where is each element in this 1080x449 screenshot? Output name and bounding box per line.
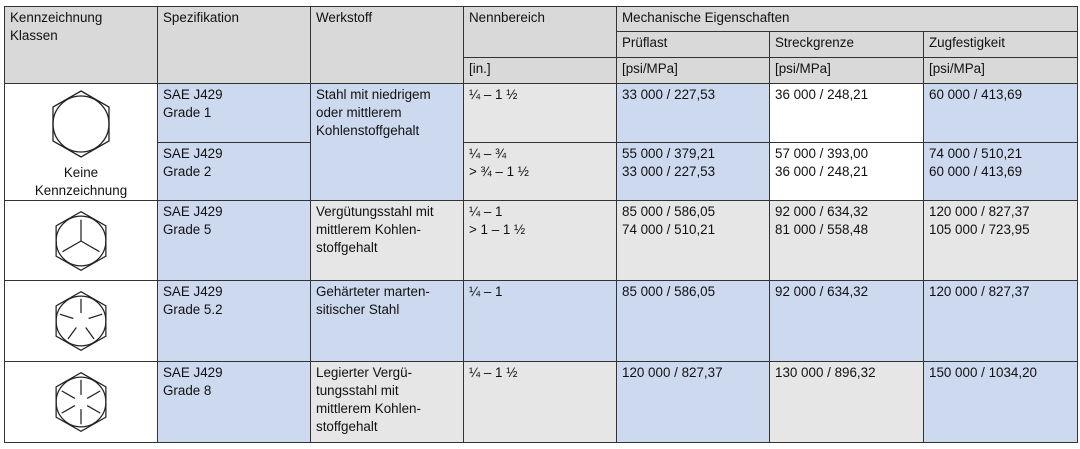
prueflast-cell bbox=[617, 201, 770, 281]
werkstoff-cell bbox=[311, 201, 464, 281]
range-cell bbox=[464, 201, 617, 281]
zugfestigkeit-value: 60 000 / 413,69 bbox=[929, 87, 1023, 102]
header-streckgrenze bbox=[770, 32, 924, 58]
streckgrenze-value: 130 000 / 896,32 bbox=[775, 365, 876, 380]
werkstoff-line: Stahl mit niedrigem bbox=[316, 87, 431, 102]
werkstoff-line: stoffgehalt bbox=[316, 240, 378, 255]
range-cell bbox=[464, 362, 617, 443]
range-line: ¼ – 1 bbox=[469, 204, 503, 219]
prueflast-value: 85 000 / 586,05 bbox=[622, 284, 716, 299]
range-cell bbox=[464, 281, 617, 362]
zugfestigkeit-cell bbox=[924, 84, 1078, 143]
werkstoff-cell bbox=[311, 84, 464, 201]
werkstoff-line: mittlerem Kohlen- bbox=[316, 222, 421, 237]
prueflast-value: 74 000 / 510,21 bbox=[622, 222, 716, 237]
range-line: > 1 – 1 ½ bbox=[469, 222, 526, 237]
header-spezifikation-label: Spezifikation bbox=[163, 10, 239, 25]
header-row-1 bbox=[5, 7, 1078, 32]
header-werkstoff-label: Werkstoff bbox=[316, 10, 373, 25]
streckgrenze-value: 36 000 / 248,21 bbox=[775, 87, 869, 102]
grade-line: Grade 8 bbox=[163, 383, 212, 398]
spec-line: SAE J429 bbox=[163, 87, 223, 102]
spec-line: SAE J429 bbox=[163, 365, 223, 380]
streckgrenze-value: 57 000 / 393,00 bbox=[775, 146, 869, 161]
werkstoff-cell bbox=[311, 362, 464, 443]
table-row-grade-2 bbox=[5, 143, 1078, 201]
spec-cell bbox=[158, 143, 311, 201]
prueflast-cell bbox=[617, 362, 770, 443]
streckgrenze-cell bbox=[770, 362, 924, 443]
header-kennzeichnung-line1: Kennzeichnung bbox=[10, 10, 103, 25]
table-row-grade-1 bbox=[5, 84, 1078, 143]
hex-six-lines-icon bbox=[49, 370, 113, 434]
grade-line: Grade 5.2 bbox=[163, 302, 223, 317]
mark-label-line1: Keine bbox=[63, 165, 99, 180]
hex-no-mark-icon bbox=[45, 88, 117, 160]
header-kennzeichnung bbox=[5, 7, 158, 84]
hex-five-lines-icon bbox=[49, 289, 113, 353]
table-row-grade-8 bbox=[5, 362, 1078, 443]
header-nennbereich-unit bbox=[464, 58, 617, 84]
range-line: ¼ – 1 ½ bbox=[469, 87, 518, 102]
streckgrenze-cell bbox=[770, 201, 924, 281]
prueflast-value: 33 000 / 227,53 bbox=[622, 164, 716, 179]
prueflast-cell bbox=[617, 84, 770, 143]
header-kennzeichnung-line2: Klassen bbox=[10, 28, 58, 43]
header-zugfestigkeit bbox=[924, 32, 1078, 58]
streckgrenze-cell bbox=[770, 143, 924, 201]
grade-line: Grade 2 bbox=[163, 164, 212, 179]
range-line: ¼ – 1 ½ bbox=[469, 365, 518, 380]
spec-cell bbox=[158, 281, 311, 362]
mark-label-line2: Kennzeichnung bbox=[34, 183, 128, 198]
header-prueflast-unit bbox=[617, 58, 770, 84]
streckgrenze-cell bbox=[770, 281, 924, 362]
spec-cell bbox=[158, 84, 311, 143]
hex-three-lines-icon bbox=[49, 209, 113, 273]
streckgrenze-value: 92 000 / 634,32 bbox=[775, 204, 869, 219]
unit-psi-mpa: [psi/MPa] bbox=[775, 61, 831, 76]
prueflast-value: 85 000 / 586,05 bbox=[622, 204, 716, 219]
zugfestigkeit-value: 105 000 / 723,95 bbox=[929, 222, 1030, 237]
prueflast-cell bbox=[617, 143, 770, 201]
streckgrenze-value: 81 000 / 558,48 bbox=[775, 222, 869, 237]
unit-psi-mpa: [psi/MPa] bbox=[929, 61, 985, 76]
zugfestigkeit-cell bbox=[924, 143, 1078, 201]
spec-cell bbox=[158, 201, 311, 281]
prueflast-value: 33 000 / 227,53 bbox=[622, 87, 716, 102]
header-nennbereich-label: Nennbereich bbox=[469, 10, 545, 25]
mark-cell-three-lines bbox=[5, 201, 158, 281]
werkstoff-cell bbox=[311, 281, 464, 362]
grade-line: Grade 5 bbox=[163, 222, 212, 237]
mark-cell-six-lines bbox=[5, 362, 158, 443]
zugfestigkeit-value: 150 000 / 1034,20 bbox=[929, 365, 1037, 380]
spec-line: SAE J429 bbox=[163, 204, 223, 219]
werkstoff-line: stoffgehalt bbox=[316, 419, 378, 434]
zugfestigkeit-value: 74 000 / 510,21 bbox=[929, 146, 1023, 161]
werkstoff-line: oder mittlerem bbox=[316, 105, 402, 120]
prueflast-cell bbox=[617, 281, 770, 362]
mark-cell-five-lines bbox=[5, 281, 158, 362]
werkstoff-line: Vergütungsstahl mit bbox=[316, 204, 434, 219]
streckgrenze-cell bbox=[770, 84, 924, 143]
unit-psi-mpa: [psi/MPa] bbox=[622, 61, 678, 76]
zugfestigkeit-value: 60 000 / 413,69 bbox=[929, 164, 1023, 179]
range-line: ¼ – 1 bbox=[469, 284, 503, 299]
streckgrenze-value: 92 000 / 634,32 bbox=[775, 284, 869, 299]
streckgrenze-value: 36 000 / 248,21 bbox=[775, 164, 869, 179]
spec-line: SAE J429 bbox=[163, 146, 223, 161]
spec-cell bbox=[158, 362, 311, 443]
header-zugfestigkeit-label: Zugfestigkeit bbox=[929, 35, 1005, 50]
prueflast-value: 120 000 / 827,37 bbox=[622, 365, 723, 380]
prueflast-value: 55 000 / 379,21 bbox=[622, 146, 716, 161]
werkstoff-line: Gehärteter marten- bbox=[316, 284, 430, 299]
header-prueflast bbox=[617, 32, 770, 58]
unit-in: [in.] bbox=[469, 61, 491, 76]
werkstoff-line: mittlerem Kohlen- bbox=[316, 401, 421, 416]
grade-line: Grade 1 bbox=[163, 105, 212, 120]
header-spezifikation bbox=[158, 7, 311, 84]
range-line: ¼ – ¾ bbox=[469, 146, 507, 161]
zugfestigkeit-value: 120 000 / 827,37 bbox=[929, 284, 1030, 299]
header-mechanische-eigenschaften bbox=[617, 7, 1078, 32]
header-nennbereich bbox=[464, 7, 617, 58]
header-mech-label: Mechanische Eigenschaften bbox=[622, 10, 790, 25]
zugfestigkeit-cell bbox=[924, 281, 1078, 362]
header-werkstoff bbox=[311, 7, 464, 84]
header-zugfestigkeit-unit bbox=[924, 58, 1078, 84]
mark-cell-no-mark bbox=[5, 84, 158, 201]
range-line: > ¾ – 1 ½ bbox=[469, 164, 529, 179]
werkstoff-line: sitischer Stahl bbox=[316, 302, 400, 317]
table-row-grade-5 bbox=[5, 201, 1078, 281]
range-cell bbox=[464, 84, 617, 143]
werkstoff-line: Legierter Vergü- bbox=[316, 365, 413, 380]
header-prueflast-label: Prüflast bbox=[622, 35, 668, 50]
range-cell bbox=[464, 143, 617, 201]
table-row-grade-5-2 bbox=[5, 281, 1078, 362]
werkstoff-line: Kohlenstoffgehalt bbox=[316, 123, 420, 138]
header-streckgrenze-unit bbox=[770, 58, 924, 84]
zugfestigkeit-value: 120 000 / 827,37 bbox=[929, 204, 1030, 219]
werkstoff-line: tungsstahl mit bbox=[316, 383, 399, 398]
header-streckgrenze-label: Streckgrenze bbox=[775, 35, 854, 50]
zugfestigkeit-cell bbox=[924, 362, 1078, 443]
spec-line: SAE J429 bbox=[163, 284, 223, 299]
zugfestigkeit-cell bbox=[924, 201, 1078, 281]
sae-j429-table bbox=[4, 6, 1078, 443]
